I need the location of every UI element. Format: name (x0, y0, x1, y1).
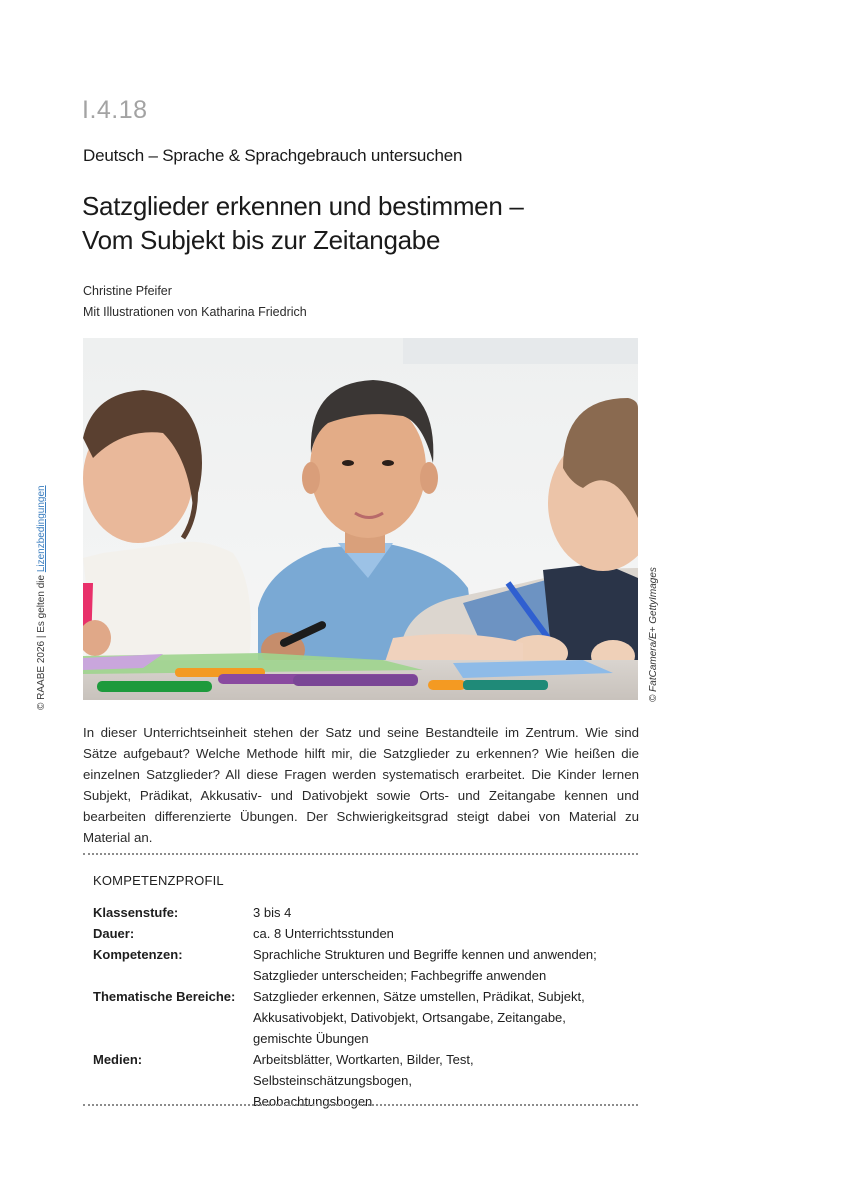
profile-row-klassenstufe (93, 902, 633, 923)
profile-value (253, 986, 633, 1049)
profile-heading: KOMPETENZPROFIL (93, 873, 224, 888)
profile-value-line: 3 bis 4 (253, 905, 292, 920)
profile-label: Kompetenzen: (93, 947, 183, 962)
divider-top (83, 853, 638, 855)
profile-value-line: ca. 8 Unterrichtsstunden (253, 926, 394, 941)
illustrator-name: Mit Illustrationen von Katharina Friedrich (83, 305, 307, 319)
profile-value (253, 923, 633, 944)
profile-value (253, 902, 633, 923)
profile-row-kompetenzen (93, 944, 633, 986)
photo-credit: © FatCamera/E+ GettyImages (648, 567, 659, 702)
author-name: Christine Pfeifer (83, 284, 172, 298)
profile-value (253, 1049, 633, 1112)
license-credit-prefix: © RAABE 2026 | Es gelten die (36, 572, 47, 710)
profile-label: Klassenstufe: (93, 905, 179, 920)
profile-row-dauer (93, 923, 633, 944)
profile-value-line: Satzglieder erkennen, Sätze umstellen, Prädikat, Subjekt, (253, 989, 585, 1004)
profile-value-line: Beobachtungsbogen (253, 1094, 373, 1109)
subject-line: Deutsch – Sprache & Sprachgebrauch untersuchen (83, 146, 463, 165)
divider-bottom (83, 1104, 638, 1106)
profile-row-medien (93, 1049, 633, 1112)
profile-value-line: Akkusativobjekt, Dativobjekt, Ortsangabe, Zeitangabe, (253, 1010, 566, 1025)
title-line-1: Satzglieder erkennen und bestimmen – (82, 191, 524, 221)
profile-label: Thematische Bereiche: (93, 989, 236, 1004)
profile-label: Dauer: (93, 926, 135, 941)
series-code: I.4.18 (82, 96, 148, 124)
profile-label: Medien: (93, 1052, 143, 1067)
intro-paragraph: In dieser Unterrichtseinheit stehen der Satz und seine Bestandteile im Zentrum. Wie sind Sätze aufgebaut? Welche Methode hilft mir, die Satzglieder zu erkennen? Wie heißen die einzelnen Satzglieder? All diese Fragen werden systematisch erarbeitet. Die Kinder lernen Subjekt, Prädikat, Akkusativ- und Dativobjekt sowie Orts- und Zeitangabe kennen und bearbeiten differenzierte Übungen. Der Schwierigkeitsgrad steigt dabei von Material zu Material an. (83, 725, 639, 845)
title-line-2: Vom Subjekt bis zur Zeitangabe (82, 225, 441, 255)
profile-row-thematische-bereiche (93, 986, 633, 1049)
author-block (83, 281, 307, 323)
profile-value-line: Sprachliche Strukturen und Begriffe kennen und anwenden; (253, 947, 597, 962)
page-title (82, 189, 524, 257)
competence-profile (93, 873, 633, 1112)
profile-value (253, 944, 633, 986)
profile-value-line: Satzglieder unterscheiden; Fachbegriffe anwenden (253, 968, 547, 983)
license-terms-link[interactable]: Lizenzbedingungen (36, 485, 47, 573)
profile-value-line: Arbeitsblätter, Wortkarten, Bilder, Test, Selbsteinschätzungsbogen, (253, 1052, 474, 1088)
profile-value-line: gemischte Übungen (253, 1031, 369, 1046)
license-credit (36, 470, 47, 710)
cover-photo (83, 338, 638, 700)
